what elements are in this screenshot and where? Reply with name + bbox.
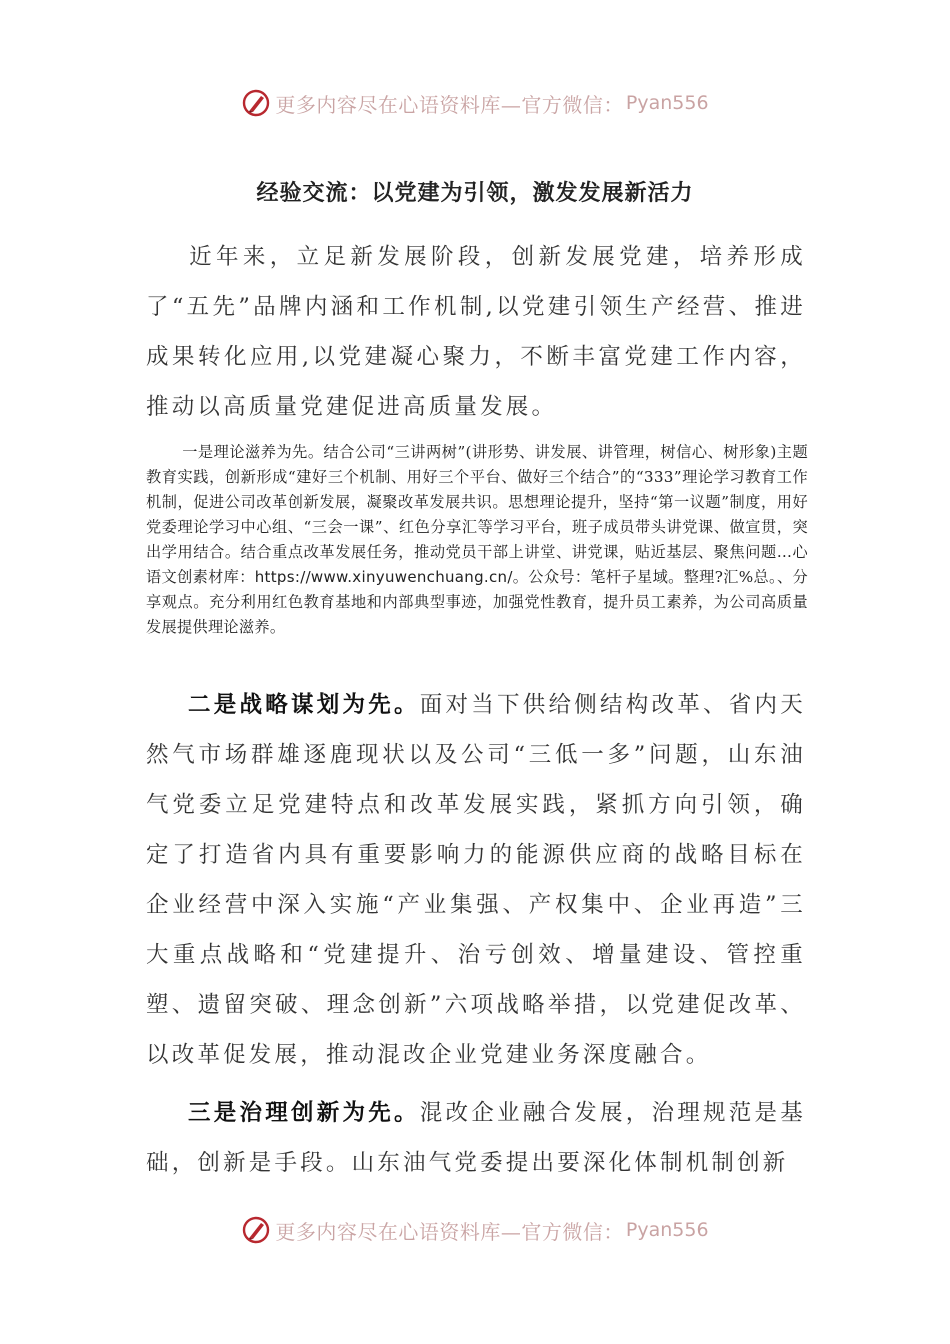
watermark-wechat-id: Pyan556	[625, 92, 709, 114]
watermark-text: 更多内容尽在心语资料库—官方微信：	[275, 92, 624, 117]
section1-text-before-url: 一是理论滋养为先。结合公司“三讲两树”(讲形势、讲发展、讲管理，树信心、树形象)主题教育实践，创新形成“建好三个机制、用好三个平台、做好三个结合”的“333”理论学习教育工作机制，促进公司改革创新发展，凝聚改革发展共识。思想理论提升，坚持“第一议题”制度，用好党委理论学习中心组、“三会一课”、红色分享汇等学习平台，班子成员带头讲党课、做宣贯，突出学用结合。结合重点改革发展任务，推动党员干部上讲堂、讲党课，贴近基层、聚焦问题…心语文创素材库：	[146, 443, 808, 586]
section2-heading: 二是战略谋划为先。	[188, 692, 420, 718]
section2-body: 面对当下供给侧结构改革、省内天然气市场群雄逐鹿现状以及公司“三低一多”问题，山东油气党委立足党建特点和改革发展实践，紧抓方向引领，确定了打造省内具有重要影响力的能源供应商的战略目标在企业经营中深入实施“产业集强、产权集中、企业再造”三大重点战略和“党建提升、治亏创效、增量建设、管控重塑、遗留突破、理念创新”六项战略举措，以党建促改革、以改革促发展，推动混改企业党建业务深度融合。	[146, 692, 806, 1068]
watermark-banner-bottom	[0, 1210, 950, 1250]
watermark-banner-top	[0, 83, 950, 123]
section3-paragraph	[146, 1088, 806, 1188]
section3-heading: 三是治理创新为先。	[188, 1100, 420, 1126]
watermark-text: 更多内容尽在心语资料库—官方微信：	[275, 1219, 624, 1244]
section1-paragraph	[146, 440, 808, 640]
section3-body: 混改企业融合发展，治理规范是基础，创新是手段。山东油气党委提出要深化体制机制创新	[146, 1100, 806, 1176]
section1-text-after-url: 。公众号：笔杆子星域。整理?汇%总。、分享观点。充分利用红色教育基地和内部典型事迹，加强党性教育，提升员工素养，为公司高质量发展提供理论滋养。	[146, 568, 808, 636]
pen-circle-icon	[241, 1215, 271, 1245]
intro-text: 近年来，立足新发展阶段，创新发展党建，培养形成了“五先”品牌内涵和工作机制,以党建引领生产经营、推进成果转化应用,以党建凝心聚力，不断丰富党建工作内容，推动以高质量党建促进高质量发展。	[146, 244, 806, 420]
pen-circle-icon	[241, 88, 271, 118]
watermark-wechat-id: Pyan556	[625, 1219, 709, 1241]
section2-paragraph	[146, 680, 806, 1080]
source-url: https://www.xinyuwenchuang.cn/	[254, 568, 513, 586]
intro-paragraph	[146, 232, 806, 432]
document-title: 经验交流：以党建为引领，激发发展新活力	[256, 181, 694, 206]
